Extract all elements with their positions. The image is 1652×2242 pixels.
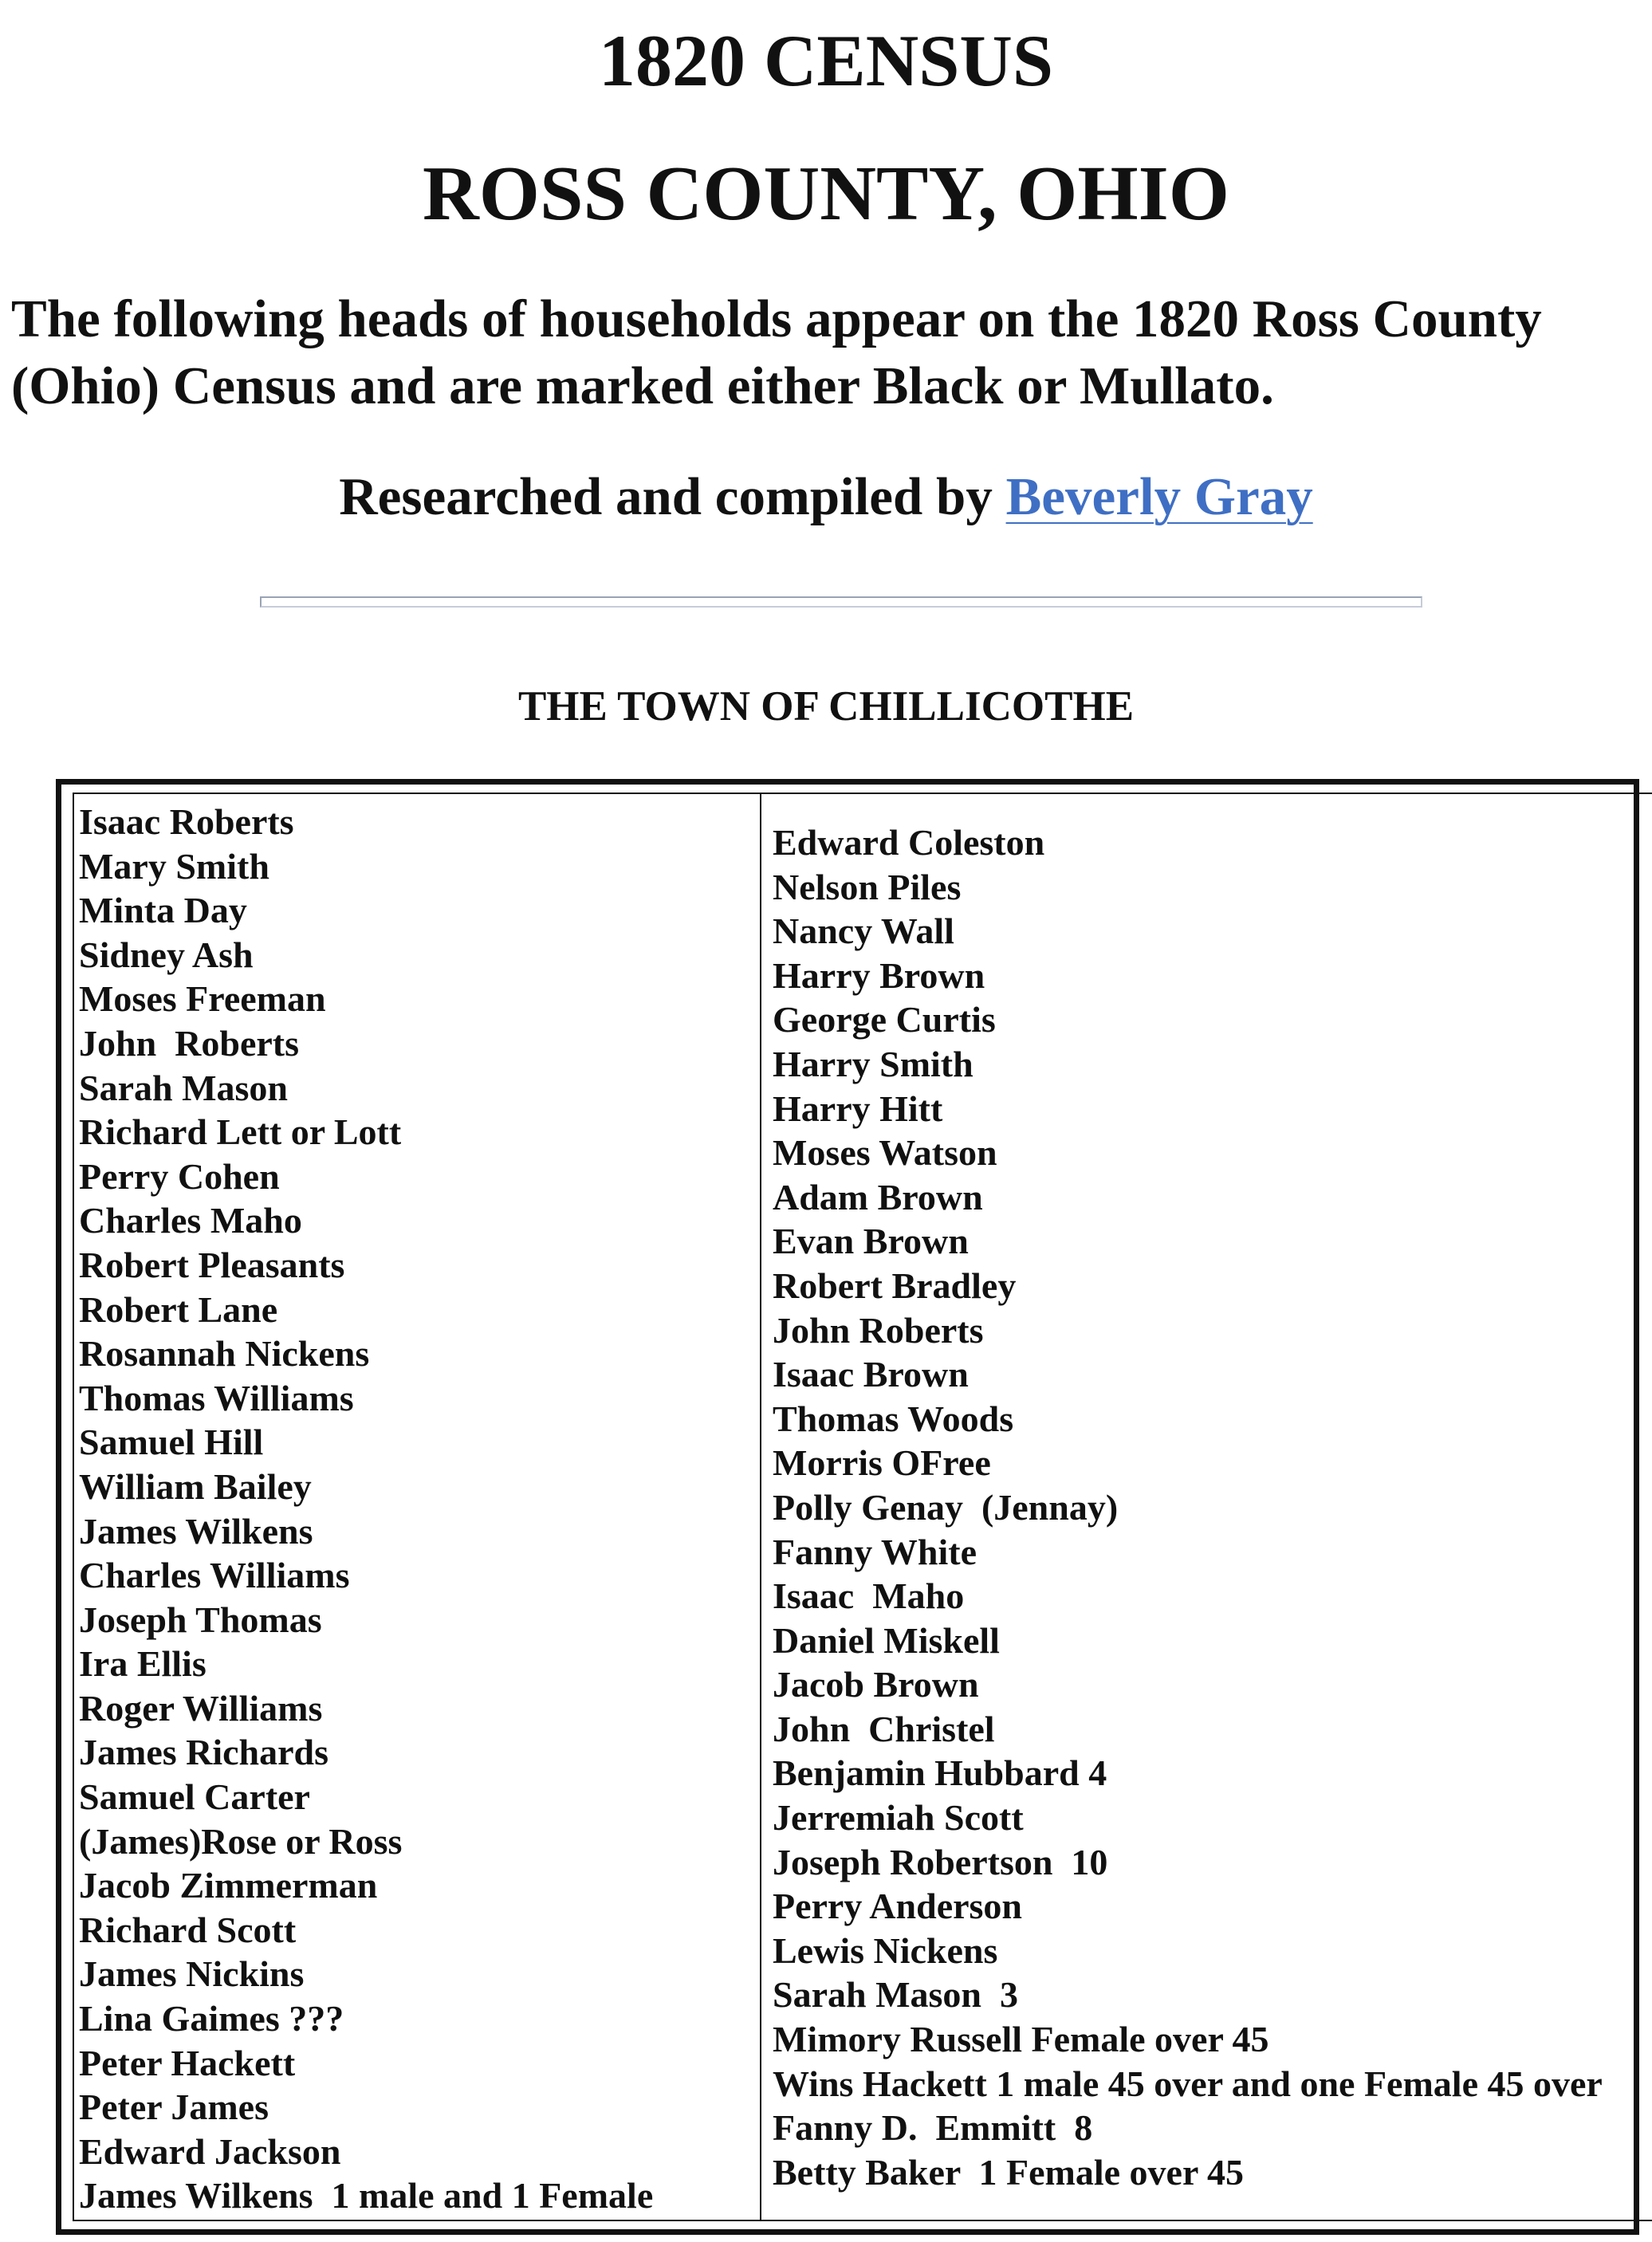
household-name: Polly Genay (Jennay) xyxy=(773,1486,1119,1528)
household-name: Peter Hackett xyxy=(79,2042,296,2083)
household-name: Thomas Woods xyxy=(773,1398,1014,1439)
section-heading: THE TOWN OF CHILLICOTHE xyxy=(517,683,1135,730)
household-name: Mimory Russell Female over 45 xyxy=(773,2019,1269,2060)
household-name: John Roberts xyxy=(773,1309,984,1351)
household-name: Joseph Robertson 10 xyxy=(773,1841,1108,1882)
household-name: Moses Watson xyxy=(773,1132,997,1174)
household-name: Jacob Brown xyxy=(773,1664,979,1705)
household-name: Lina Gaimes ??? xyxy=(79,1998,344,2039)
household-name: Nancy Wall xyxy=(773,911,954,952)
author-link[interactable]: Beverly Gray xyxy=(1005,467,1313,526)
household-name: Mary Smith xyxy=(79,845,269,887)
household-name: William Bailey xyxy=(79,1465,312,1507)
household-name: Sarah Mason xyxy=(79,1067,288,1108)
household-name: Perry Cohen xyxy=(79,1155,280,1197)
household-name: Sidney Ash xyxy=(79,934,254,975)
household-name: James Nickins xyxy=(79,1953,305,1995)
household-name: Lewis Nickens xyxy=(773,1929,998,1971)
household-name: Edward Jackson xyxy=(79,2130,341,2172)
horizontal-rule xyxy=(260,596,1422,608)
household-name: Jerremiah Scott xyxy=(773,1797,1024,1839)
household-name: Harry Brown xyxy=(773,954,985,996)
credit-line xyxy=(0,467,1652,526)
household-name: Charles Williams xyxy=(79,1555,350,1596)
household-name: Evan Brown xyxy=(773,1221,969,1262)
household-name: James Wilkens 1 male and 1 Female xyxy=(79,2175,654,2216)
household-name: Daniel Miskell xyxy=(773,1619,1000,1661)
household-name: James Wilkens xyxy=(79,1510,313,1552)
title-line-1: 1820 CENSUS xyxy=(598,20,1053,101)
names-column-left xyxy=(73,793,761,2221)
household-name: Joseph Thomas xyxy=(79,1599,322,1640)
household-name: Betty Baker 1 Female over 45 xyxy=(773,2151,1245,2193)
household-name: Minta Day xyxy=(79,890,247,931)
household-name: Edward Coleston xyxy=(773,822,1045,863)
household-name: Fanny White xyxy=(773,1531,977,1572)
household-name: Nelson Piles xyxy=(773,866,962,907)
household-name: Fanny D. Emmitt 8 xyxy=(773,2107,1093,2149)
household-name: Rosannah Nickens xyxy=(79,1333,370,1375)
household-name: Ira Ellis xyxy=(79,1643,206,1685)
household-name: Adam Brown xyxy=(773,1176,983,1217)
household-name: Samuel Hill xyxy=(79,1422,264,1463)
household-name: Isaac Maho xyxy=(773,1575,965,1617)
household-name: Isaac Brown xyxy=(773,1354,969,1395)
household-name: Sarah Mason 3 xyxy=(773,1974,1018,2016)
title-line-2: ROSS COUNTY, OHIO xyxy=(422,151,1229,237)
household-name: Wins Hackett 1 male 45 over and one Female 45 over xyxy=(773,2063,1603,2104)
household-name: John Christel xyxy=(773,1708,995,1749)
names-list-right xyxy=(761,794,1652,2194)
household-name: Richard Scott xyxy=(79,1909,297,1950)
household-name: Samuel Carter xyxy=(79,1776,310,1818)
credit-prefix: Researched and compiled by xyxy=(339,467,1006,526)
household-name: Harry Smith xyxy=(773,1043,974,1084)
household-name: Richard Lett or Lott xyxy=(79,1111,402,1153)
household-name: Jacob Zimmerman xyxy=(79,1865,378,1906)
household-name: Thomas Williams xyxy=(79,1377,354,1418)
intro-paragraph: The following heads of households appear on the 1820 Ross County (Ohio) Census and are marked either Black or Mullato. xyxy=(11,289,1542,415)
household-name: James Richards xyxy=(79,1732,329,1773)
household-name: Robert Pleasants xyxy=(79,1244,345,1285)
names-column-right xyxy=(760,793,1652,2221)
household-name: Harry Hitt xyxy=(773,1088,943,1129)
household-name: Roger Williams xyxy=(79,1687,323,1729)
names-list-left xyxy=(74,794,760,2218)
household-name: Robert Bradley xyxy=(773,1265,1017,1306)
household-name: Benjamin Hubbard 4 xyxy=(773,1752,1107,1794)
household-name: George Curtis xyxy=(773,999,996,1040)
household-name: John Roberts xyxy=(79,1022,300,1064)
household-name: Robert Lane xyxy=(79,1288,278,1330)
household-name: Morris OFree xyxy=(773,1442,991,1484)
household-name: Moses Freeman xyxy=(79,978,326,1020)
household-name: (James)Rose or Ross xyxy=(79,1820,403,1862)
household-name: Charles Maho xyxy=(79,1200,302,1241)
household-name: Isaac Roberts xyxy=(79,801,294,842)
names-table xyxy=(56,779,1639,2235)
household-name: Perry Anderson xyxy=(773,1886,1023,1927)
household-name: Peter James xyxy=(79,2087,269,2128)
